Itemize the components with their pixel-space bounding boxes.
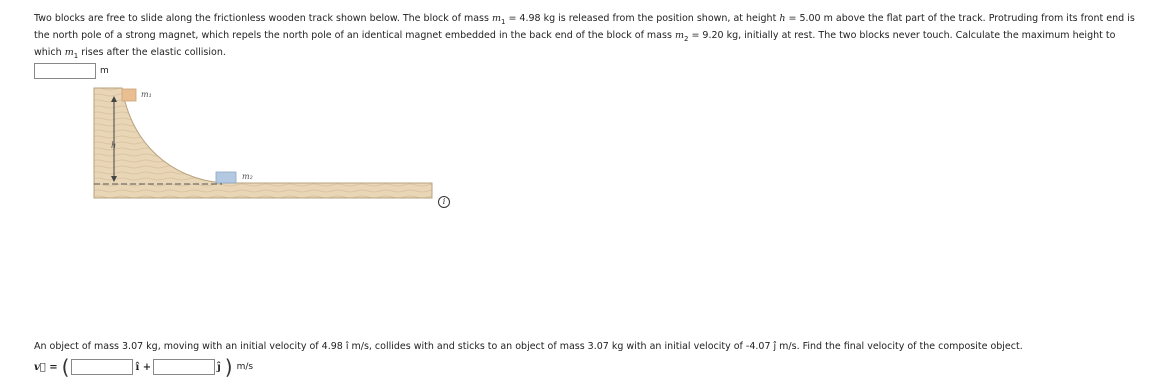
max-height-answer-input[interactable] bbox=[34, 63, 96, 79]
j-unit-vector-label: ĵ bbox=[217, 361, 221, 373]
i-unit-vector-label: î + bbox=[135, 361, 152, 373]
label-m1: m₁ bbox=[141, 90, 152, 99]
block-m2 bbox=[216, 172, 236, 183]
curved-ramp bbox=[94, 88, 432, 198]
velocity-unit-label: m/s bbox=[236, 362, 254, 372]
velocity-vector-label: v⃗ = bbox=[34, 361, 58, 373]
track-diagram bbox=[92, 86, 452, 208]
block-m1 bbox=[122, 89, 136, 101]
label-m2: m₂ bbox=[242, 172, 253, 181]
question-1-answer-row bbox=[34, 62, 109, 80]
track-figure bbox=[92, 86, 452, 208]
close-paren: ) bbox=[224, 355, 233, 379]
question-2-answer-row bbox=[34, 357, 253, 377]
question-2-text: An object of mass 3.07 kg, moving with an initial velocity of 4.98 î m/s, collides with and sticks to an object of mass 3.07 kg with an initial velocity of -4.07 ĵ m/s. Find the final velocity of the composite object. bbox=[34, 341, 1023, 352]
answer-unit-label: m bbox=[100, 66, 109, 76]
open-paren: ( bbox=[61, 355, 70, 379]
velocity-j-component-input[interactable] bbox=[153, 359, 215, 375]
velocity-i-component-input[interactable] bbox=[71, 359, 133, 375]
info-icon[interactable]: i bbox=[438, 196, 450, 208]
question-1-text: Two blocks are free to slide along the frictionless wooden track shown below. The block of mass $m_1 = 4.98$ kg is released from the position shown, at height h = 5.00 m above the flat part of the track. Protruding from its front end is the north pole of a strong magnet, which repels the north pole of an identical magnet embedded in the back end of the block of mass $m_2 = 9.20$ kg, initially at rest. The two blocks never touch. Calculate the maximum height to which $m_1$ rises after the elastic collision. bbox=[34, 13, 1135, 60]
label-h: h bbox=[111, 141, 117, 150]
